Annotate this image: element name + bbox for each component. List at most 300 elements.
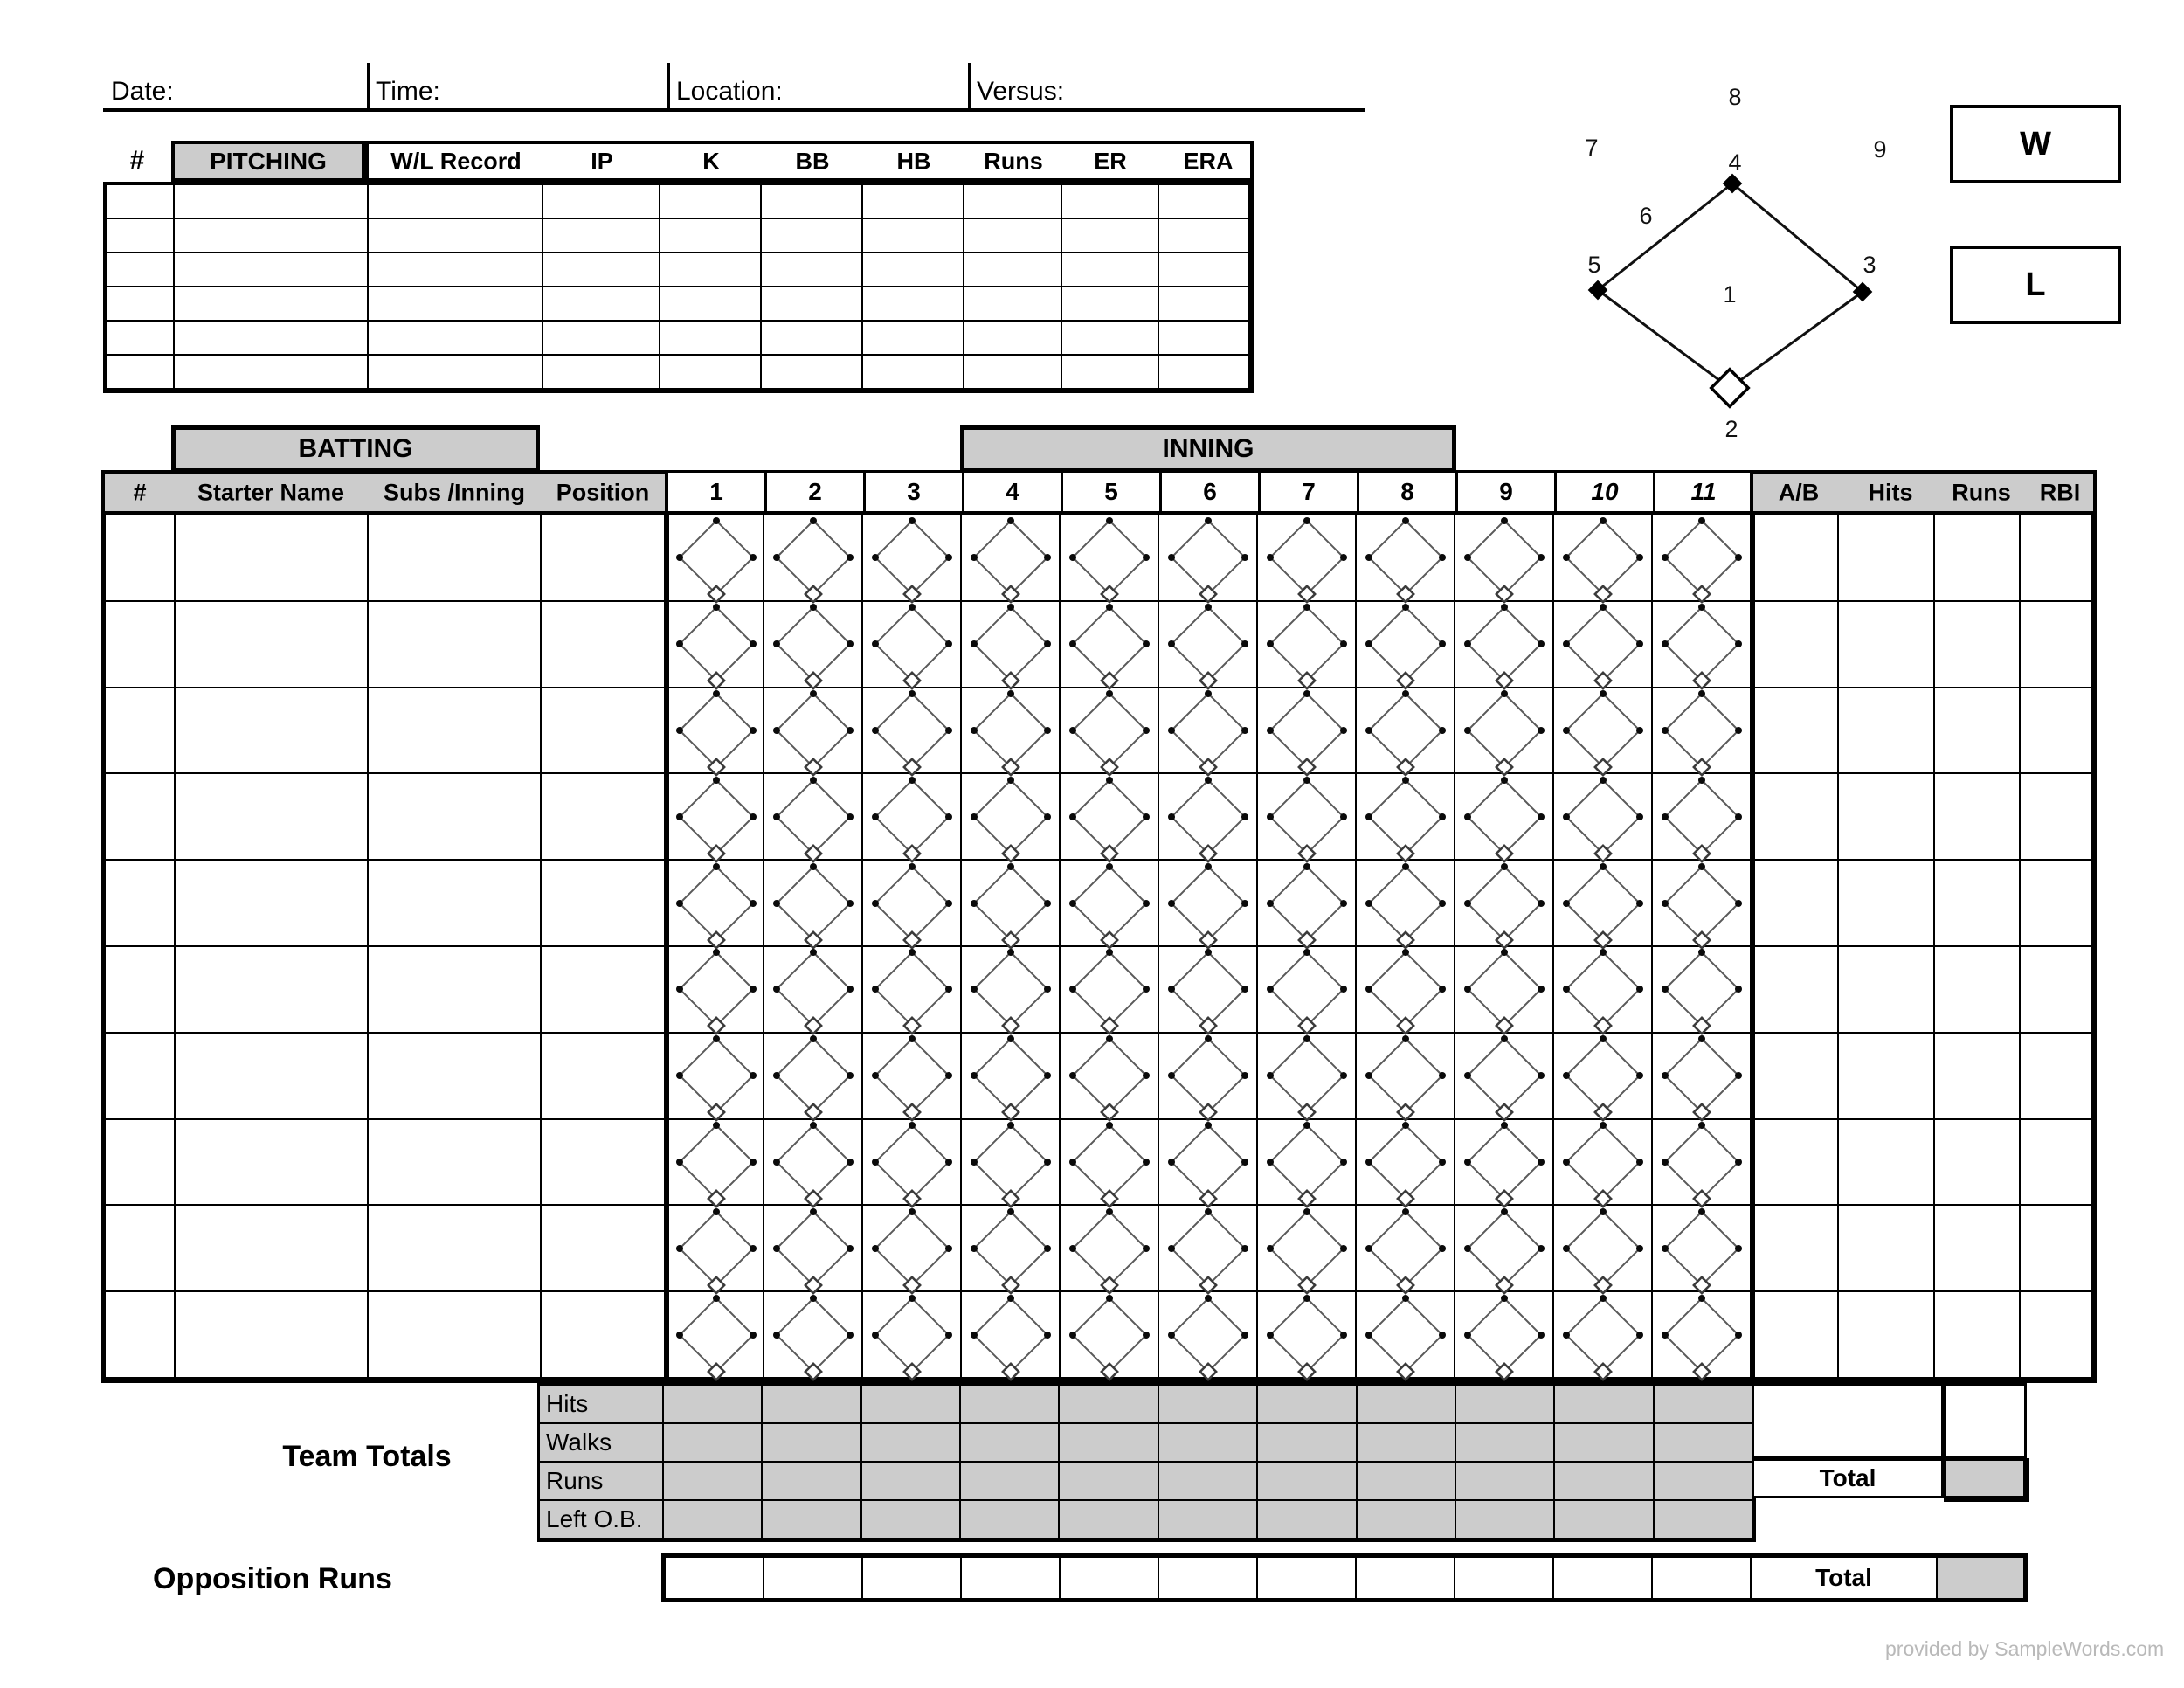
batting-cell-r5-hits[interactable] [1839, 861, 1935, 947]
batting-cell-r1-rbi[interactable] [2021, 515, 2092, 602]
scoring-cell-r1-inning-3[interactable] [863, 515, 962, 602]
scoring-cell-r4-inning-5[interactable] [1061, 774, 1159, 861]
pitching-cell-r1-runs[interactable] [964, 185, 1062, 219]
pitching-cell-r1-er[interactable] [1062, 185, 1159, 219]
batting-cell-r2-subs[interactable] [369, 602, 542, 688]
team-total-runs-inning-10[interactable] [1555, 1463, 1654, 1501]
scoring-cell-r2-inning-3[interactable] [863, 602, 962, 688]
pitching-cell-r6-k[interactable] [660, 356, 762, 390]
pitching-cell-r6-bb[interactable] [762, 356, 863, 390]
team-total-runs-inning-5[interactable] [1060, 1463, 1158, 1501]
batting-cell-r2-starter-name[interactable] [176, 602, 369, 688]
scoring-cell-r3-inning-4[interactable] [962, 688, 1061, 775]
scoring-cell-r8-inning-3[interactable] [863, 1120, 962, 1207]
pitching-cell-r1-k[interactable] [660, 185, 762, 219]
scoring-cell-r4-inning-9[interactable] [1455, 774, 1554, 861]
opposition-runs-inning-8[interactable] [1357, 1558, 1455, 1598]
batting-cell-r4-rbi[interactable] [2021, 774, 2092, 861]
opposition-runs-inning-6[interactable] [1159, 1558, 1258, 1598]
scoring-cell-r1-inning-1[interactable] [666, 515, 764, 602]
team-total-hits-inning-10[interactable] [1555, 1386, 1654, 1424]
pitching-cell-r2-wl-record[interactable] [369, 219, 543, 253]
batting-cell-r5-starter-name[interactable] [176, 861, 369, 947]
pitching-cell-r2-era[interactable] [1159, 219, 1250, 253]
scoring-cell-r2-inning-4[interactable] [962, 602, 1061, 688]
scoring-cell-r2-inning-6[interactable] [1159, 602, 1258, 688]
pitching-cell-r3-ip[interactable] [543, 253, 660, 287]
pitching-cell-r4-era[interactable] [1159, 287, 1250, 322]
pitching-cell-r1-era[interactable] [1159, 185, 1250, 219]
scoring-cell-r1-inning-8[interactable] [1357, 515, 1455, 602]
scoring-cell-r3-inning-2[interactable] [764, 688, 863, 775]
batting-cell-r10-runs[interactable] [1935, 1292, 2021, 1379]
opposition-runs-inning-1[interactable] [666, 1558, 764, 1598]
scoring-cell-r10-inning-5[interactable] [1061, 1292, 1159, 1379]
pitching-cell-r1-ip[interactable] [543, 185, 660, 219]
pitching-cell-r2-pitcher-name[interactable] [175, 219, 369, 253]
scoring-cell-r4-inning-8[interactable] [1357, 774, 1455, 861]
team-total-walks-inning-10[interactable] [1555, 1424, 1654, 1463]
scoring-cell-r8-inning-10[interactable] [1554, 1120, 1653, 1207]
batting-cell-r1-runs[interactable] [1935, 515, 2021, 602]
batting-cell-r5-ab[interactable] [1752, 861, 1839, 947]
team-total-value[interactable] [1944, 1458, 2029, 1502]
scoring-cell-r6-inning-7[interactable] [1258, 947, 1357, 1034]
batting-cell-r6-runs[interactable] [1935, 947, 2021, 1034]
batting-cell-r7-subs[interactable] [369, 1034, 542, 1120]
scoring-cell-r3-inning-7[interactable] [1258, 688, 1357, 775]
batting-cell-r8-runs[interactable] [1935, 1120, 2021, 1207]
batting-cell-r10-position[interactable] [542, 1292, 666, 1379]
scoring-cell-r2-inning-8[interactable] [1357, 602, 1455, 688]
scoring-cell-r2-inning-7[interactable] [1258, 602, 1357, 688]
batting-cell-r9-number[interactable] [106, 1206, 176, 1292]
batting-cell-r9-ab[interactable] [1752, 1206, 1839, 1292]
team-total-runs-inning-3[interactable] [862, 1463, 961, 1501]
batting-cell-r10-starter-name[interactable] [176, 1292, 369, 1379]
pitching-cell-r5-k[interactable] [660, 322, 762, 356]
batting-cell-r8-ab[interactable] [1752, 1120, 1839, 1207]
scoring-cell-r7-inning-11[interactable] [1653, 1034, 1752, 1120]
pitching-cell-r3-er[interactable] [1062, 253, 1159, 287]
batting-cell-r9-hits[interactable] [1839, 1206, 1935, 1292]
scoring-cell-r9-inning-9[interactable] [1455, 1206, 1554, 1292]
scoring-cell-r8-inning-4[interactable] [962, 1120, 1061, 1207]
batting-cell-r6-subs[interactable] [369, 947, 542, 1034]
scoring-cell-r8-inning-1[interactable] [666, 1120, 764, 1207]
batting-cell-r2-ab[interactable] [1752, 602, 1839, 688]
batting-cell-r7-ab[interactable] [1752, 1034, 1839, 1120]
pitching-cell-r6-pitcher-name[interactable] [175, 356, 369, 390]
opposition-runs-inning-2[interactable] [764, 1558, 863, 1598]
batting-cell-r6-position[interactable] [542, 947, 666, 1034]
team-total-walks-inning-8[interactable] [1358, 1424, 1456, 1463]
scoring-cell-r1-inning-10[interactable] [1554, 515, 1653, 602]
batting-cell-r7-hits[interactable] [1839, 1034, 1935, 1120]
pitching-cell-r6-number[interactable] [107, 356, 175, 390]
scoring-cell-r10-inning-7[interactable] [1258, 1292, 1357, 1379]
scoring-cell-r7-inning-7[interactable] [1258, 1034, 1357, 1120]
scoring-cell-r7-inning-10[interactable] [1554, 1034, 1653, 1120]
pitching-cell-r5-bb[interactable] [762, 322, 863, 356]
batting-cell-r4-starter-name[interactable] [176, 774, 369, 861]
team-total-hits-inning-8[interactable] [1358, 1386, 1456, 1424]
batting-cell-r3-ab[interactable] [1752, 688, 1839, 775]
scoring-cell-r4-inning-2[interactable] [764, 774, 863, 861]
team-total-runs-inning-6[interactable] [1159, 1463, 1258, 1501]
batting-cell-r10-ab[interactable] [1752, 1292, 1839, 1379]
scoring-cell-r6-inning-8[interactable] [1357, 947, 1455, 1034]
batting-cell-r7-position[interactable] [542, 1034, 666, 1120]
batting-cell-r3-starter-name[interactable] [176, 688, 369, 775]
pitching-cell-r1-wl-record[interactable] [369, 185, 543, 219]
batting-cell-r7-number[interactable] [106, 1034, 176, 1120]
batting-cell-r8-position[interactable] [542, 1120, 666, 1207]
pitching-cell-r4-runs[interactable] [964, 287, 1062, 322]
opposition-runs-inning-7[interactable] [1258, 1558, 1357, 1598]
batting-cell-r9-subs[interactable] [369, 1206, 542, 1292]
team-total-runs-inning-1[interactable] [664, 1463, 763, 1501]
pitching-cell-r1-pitcher-name[interactable] [175, 185, 369, 219]
scoring-cell-r5-inning-2[interactable] [764, 861, 863, 947]
team-total-walks-inning-2[interactable] [763, 1424, 861, 1463]
scoring-cell-r8-inning-2[interactable] [764, 1120, 863, 1207]
scoring-cell-r6-inning-9[interactable] [1455, 947, 1554, 1034]
scoring-cell-r4-inning-4[interactable] [962, 774, 1061, 861]
team-total-left-o-b-inning-5[interactable] [1060, 1501, 1158, 1539]
scoring-cell-r6-inning-1[interactable] [666, 947, 764, 1034]
pitching-cell-r4-k[interactable] [660, 287, 762, 322]
team-total-left-o-b-inning-6[interactable] [1159, 1501, 1258, 1539]
pitching-cell-r3-k[interactable] [660, 253, 762, 287]
pitching-cell-r3-bb[interactable] [762, 253, 863, 287]
scoring-cell-r6-inning-11[interactable] [1653, 947, 1752, 1034]
scoring-cell-r3-inning-1[interactable] [666, 688, 764, 775]
scoring-cell-r7-inning-1[interactable] [666, 1034, 764, 1120]
scoring-cell-r10-inning-6[interactable] [1159, 1292, 1258, 1379]
scoring-cell-r6-inning-4[interactable] [962, 947, 1061, 1034]
team-total-walks-inning-3[interactable] [862, 1424, 961, 1463]
pitching-cell-r6-hb[interactable] [863, 356, 964, 390]
win-box[interactable]: W [1950, 105, 2121, 183]
scoring-cell-r5-inning-10[interactable] [1554, 861, 1653, 947]
scoring-cell-r10-inning-4[interactable] [962, 1292, 1061, 1379]
pitching-cell-r6-er[interactable] [1062, 356, 1159, 390]
pitching-cell-r2-hb[interactable] [863, 219, 964, 253]
scoring-cell-r3-inning-10[interactable] [1554, 688, 1653, 775]
batting-cell-r3-rbi[interactable] [2021, 688, 2092, 775]
team-total-hits-inning-4[interactable] [961, 1386, 1060, 1424]
team-total-hits-inning-6[interactable] [1159, 1386, 1258, 1424]
scoring-cell-r2-inning-11[interactable] [1653, 602, 1752, 688]
pitching-cell-r4-number[interactable] [107, 287, 175, 322]
opposition-runs-inning-9[interactable] [1455, 1558, 1554, 1598]
batting-cell-r5-number[interactable] [106, 861, 176, 947]
pitching-cell-r4-pitcher-name[interactable] [175, 287, 369, 322]
scoring-cell-r4-inning-7[interactable] [1258, 774, 1357, 861]
scoring-cell-r5-inning-9[interactable] [1455, 861, 1554, 947]
team-total-left-o-b-inning-11[interactable] [1655, 1501, 1753, 1539]
scoring-cell-r5-inning-1[interactable] [666, 861, 764, 947]
scoring-cell-r3-inning-5[interactable] [1061, 688, 1159, 775]
pitching-cell-r3-era[interactable] [1159, 253, 1250, 287]
scoring-cell-r1-inning-5[interactable] [1061, 515, 1159, 602]
scoring-cell-r9-inning-4[interactable] [962, 1206, 1061, 1292]
scoring-cell-r5-inning-6[interactable] [1159, 861, 1258, 947]
scoring-cell-r10-inning-10[interactable] [1554, 1292, 1653, 1379]
batting-cell-r8-subs[interactable] [369, 1120, 542, 1207]
pitching-cell-r1-bb[interactable] [762, 185, 863, 219]
batting-cell-r6-hits[interactable] [1839, 947, 1935, 1034]
pitching-cell-r5-era[interactable] [1159, 322, 1250, 356]
batting-cell-r4-runs[interactable] [1935, 774, 2021, 861]
scoring-cell-r6-inning-5[interactable] [1061, 947, 1159, 1034]
scoring-cell-r2-inning-5[interactable] [1061, 602, 1159, 688]
scoring-cell-r1-inning-7[interactable] [1258, 515, 1357, 602]
pitching-cell-r6-ip[interactable] [543, 356, 660, 390]
scoring-cell-r9-inning-2[interactable] [764, 1206, 863, 1292]
batting-cell-r9-starter-name[interactable] [176, 1206, 369, 1292]
batting-cell-r8-hits[interactable] [1839, 1120, 1935, 1207]
team-total-runs-inning-8[interactable] [1358, 1463, 1456, 1501]
batting-cell-r1-starter-name[interactable] [176, 515, 369, 602]
pitching-cell-r5-number[interactable] [107, 322, 175, 356]
scoring-cell-r5-inning-4[interactable] [962, 861, 1061, 947]
batting-cell-r6-ab[interactable] [1752, 947, 1839, 1034]
batting-cell-r6-rbi[interactable] [2021, 947, 2092, 1034]
scoring-cell-r2-inning-2[interactable] [764, 602, 863, 688]
batting-cell-r10-rbi[interactable] [2021, 1292, 2092, 1379]
batting-cell-r3-runs[interactable] [1935, 688, 2021, 775]
pitching-cell-r6-runs[interactable] [964, 356, 1062, 390]
scoring-cell-r4-inning-1[interactable] [666, 774, 764, 861]
team-total-left-o-b-inning-8[interactable] [1358, 1501, 1456, 1539]
pitching-cell-r4-bb[interactable] [762, 287, 863, 322]
batting-cell-r5-position[interactable] [542, 861, 666, 947]
batting-cell-r9-runs[interactable] [1935, 1206, 2021, 1292]
pitching-cell-r5-runs[interactable] [964, 322, 1062, 356]
scoring-cell-r8-inning-9[interactable] [1455, 1120, 1554, 1207]
scoring-cell-r5-inning-8[interactable] [1357, 861, 1455, 947]
scoring-cell-r8-inning-7[interactable] [1258, 1120, 1357, 1207]
team-total-runs-inning-2[interactable] [763, 1463, 861, 1501]
batting-cell-r3-number[interactable] [106, 688, 176, 775]
batting-cell-r5-runs[interactable] [1935, 861, 2021, 947]
batting-cell-r4-subs[interactable] [369, 774, 542, 861]
scoring-cell-r6-inning-10[interactable] [1554, 947, 1653, 1034]
batting-cell-r10-hits[interactable] [1839, 1292, 1935, 1379]
scoring-cell-r9-inning-7[interactable] [1258, 1206, 1357, 1292]
pitching-cell-r4-ip[interactable] [543, 287, 660, 322]
batting-cell-r9-rbi[interactable] [2021, 1206, 2092, 1292]
batting-cell-r8-starter-name[interactable] [176, 1120, 369, 1207]
scoring-cell-r10-inning-11[interactable] [1653, 1292, 1752, 1379]
team-total-left-o-b-inning-7[interactable] [1258, 1501, 1357, 1539]
batting-cell-r1-number[interactable] [106, 515, 176, 602]
team-total-hits-inning-7[interactable] [1258, 1386, 1357, 1424]
batting-cell-r4-ab[interactable] [1752, 774, 1839, 861]
scoring-cell-r9-inning-3[interactable] [863, 1206, 962, 1292]
batting-cell-r1-position[interactable] [542, 515, 666, 602]
batting-cell-r4-number[interactable] [106, 774, 176, 861]
opposition-runs-inning-4[interactable] [962, 1558, 1061, 1598]
pitching-cell-r4-er[interactable] [1062, 287, 1159, 322]
scoring-cell-r2-inning-1[interactable] [666, 602, 764, 688]
scoring-cell-r7-inning-4[interactable] [962, 1034, 1061, 1120]
batting-cell-r5-subs[interactable] [369, 861, 542, 947]
scoring-cell-r5-inning-3[interactable] [863, 861, 962, 947]
scoring-cell-r7-inning-6[interactable] [1159, 1034, 1258, 1120]
team-total-hits-inning-11[interactable] [1655, 1386, 1753, 1424]
batting-cell-r9-position[interactable] [542, 1206, 666, 1292]
team-total-runs-inning-4[interactable] [961, 1463, 1060, 1501]
scoring-cell-r8-inning-11[interactable] [1653, 1120, 1752, 1207]
scoring-cell-r1-inning-4[interactable] [962, 515, 1061, 602]
scoring-cell-r5-inning-11[interactable] [1653, 861, 1752, 947]
scoring-cell-r5-inning-7[interactable] [1258, 861, 1357, 947]
pitching-cell-r2-number[interactable] [107, 219, 175, 253]
scoring-cell-r2-inning-9[interactable] [1455, 602, 1554, 688]
team-total-walks-inning-6[interactable] [1159, 1424, 1258, 1463]
scoring-cell-r9-inning-11[interactable] [1653, 1206, 1752, 1292]
scoring-cell-r10-inning-8[interactable] [1357, 1292, 1455, 1379]
scoring-cell-r8-inning-5[interactable] [1061, 1120, 1159, 1207]
scoring-cell-r6-inning-2[interactable] [764, 947, 863, 1034]
batting-cell-r7-runs[interactable] [1935, 1034, 2021, 1120]
team-total-left-o-b-inning-1[interactable] [664, 1501, 763, 1539]
opposition-runs-inning-10[interactable] [1554, 1558, 1653, 1598]
scoring-cell-r9-inning-6[interactable] [1159, 1206, 1258, 1292]
scoring-cell-r9-inning-8[interactable] [1357, 1206, 1455, 1292]
pitching-cell-r4-wl-record[interactable] [369, 287, 543, 322]
scoring-cell-r7-inning-3[interactable] [863, 1034, 962, 1120]
batting-cell-r2-number[interactable] [106, 602, 176, 688]
team-total-runs-inning-7[interactable] [1258, 1463, 1357, 1501]
batting-cell-r7-rbi[interactable] [2021, 1034, 2092, 1120]
pitching-cell-r4-hb[interactable] [863, 287, 964, 322]
scoring-cell-r4-inning-11[interactable] [1653, 774, 1752, 861]
team-total-left-o-b-inning-4[interactable] [961, 1501, 1060, 1539]
scoring-cell-r7-inning-9[interactable] [1455, 1034, 1554, 1120]
batting-cell-r10-subs[interactable] [369, 1292, 542, 1379]
opposition-runs-inning-11[interactable] [1653, 1558, 1752, 1598]
team-total-walks-inning-4[interactable] [961, 1424, 1060, 1463]
pitching-cell-r2-er[interactable] [1062, 219, 1159, 253]
pitching-cell-r5-pitcher-name[interactable] [175, 322, 369, 356]
scoring-cell-r1-inning-11[interactable] [1653, 515, 1752, 602]
pitching-cell-r3-runs[interactable] [964, 253, 1062, 287]
scoring-cell-r10-inning-2[interactable] [764, 1292, 863, 1379]
batting-cell-r1-ab[interactable] [1752, 515, 1839, 602]
pitching-cell-r5-hb[interactable] [863, 322, 964, 356]
team-total-hits-inning-2[interactable] [763, 1386, 861, 1424]
batting-cell-r2-runs[interactable] [1935, 602, 2021, 688]
team-total-walks-inning-7[interactable] [1258, 1424, 1357, 1463]
pitching-cell-r2-runs[interactable] [964, 219, 1062, 253]
team-total-hits-inning-1[interactable] [664, 1386, 763, 1424]
pitching-cell-r2-k[interactable] [660, 219, 762, 253]
scoring-cell-r6-inning-3[interactable] [863, 947, 962, 1034]
scoring-cell-r10-inning-9[interactable] [1455, 1292, 1554, 1379]
batting-cell-r3-position[interactable] [542, 688, 666, 775]
scoring-cell-r9-inning-10[interactable] [1554, 1206, 1653, 1292]
scoring-cell-r1-inning-9[interactable] [1455, 515, 1554, 602]
batting-cell-r2-rbi[interactable] [2021, 602, 2092, 688]
scoring-cell-r10-inning-1[interactable] [666, 1292, 764, 1379]
scoring-cell-r7-inning-2[interactable] [764, 1034, 863, 1120]
scoring-cell-r9-inning-5[interactable] [1061, 1206, 1159, 1292]
batting-cell-r8-rbi[interactable] [2021, 1120, 2092, 1207]
scoring-cell-r3-inning-8[interactable] [1357, 688, 1455, 775]
scoring-cell-r7-inning-8[interactable] [1357, 1034, 1455, 1120]
scoring-cell-r3-inning-11[interactable] [1653, 688, 1752, 775]
team-total-walks-inning-1[interactable] [664, 1424, 763, 1463]
batting-cell-r2-hits[interactable] [1839, 602, 1935, 688]
batting-cell-r4-hits[interactable] [1839, 774, 1935, 861]
batting-cell-r2-position[interactable] [542, 602, 666, 688]
pitching-cell-r3-pitcher-name[interactable] [175, 253, 369, 287]
team-total-left-o-b-inning-10[interactable] [1555, 1501, 1654, 1539]
scoring-cell-r4-inning-10[interactable] [1554, 774, 1653, 861]
scoring-cell-r9-inning-1[interactable] [666, 1206, 764, 1292]
batting-cell-r5-rbi[interactable] [2021, 861, 2092, 947]
pitching-cell-r2-bb[interactable] [762, 219, 863, 253]
batting-cell-r1-hits[interactable] [1839, 515, 1935, 602]
pitching-cell-r2-ip[interactable] [543, 219, 660, 253]
scoring-cell-r7-inning-5[interactable] [1061, 1034, 1159, 1120]
batting-cell-r10-number[interactable] [106, 1292, 176, 1379]
batting-cell-r8-number[interactable] [106, 1120, 176, 1207]
team-total-hits-inning-9[interactable] [1456, 1386, 1555, 1424]
scoring-cell-r3-inning-9[interactable] [1455, 688, 1554, 775]
team-total-left-o-b-inning-3[interactable] [862, 1501, 961, 1539]
team-total-walks-inning-9[interactable] [1456, 1424, 1555, 1463]
scoring-cell-r2-inning-10[interactable] [1554, 602, 1653, 688]
scoring-cell-r1-inning-6[interactable] [1159, 515, 1258, 602]
batting-cell-r3-subs[interactable] [369, 688, 542, 775]
scoring-cell-r6-inning-6[interactable] [1159, 947, 1258, 1034]
team-total-hits-inning-3[interactable] [862, 1386, 961, 1424]
opposition-runs-inning-3[interactable] [863, 1558, 962, 1598]
team-total-walks-inning-11[interactable] [1655, 1424, 1753, 1463]
scoring-cell-r5-inning-5[interactable] [1061, 861, 1159, 947]
scoring-cell-r4-inning-6[interactable] [1159, 774, 1258, 861]
team-total-walks-inning-5[interactable] [1060, 1424, 1158, 1463]
team-total-runs-inning-9[interactable] [1456, 1463, 1555, 1501]
team-total-left-o-b-inning-9[interactable] [1456, 1501, 1555, 1539]
scoring-cell-r4-inning-3[interactable] [863, 774, 962, 861]
loss-box[interactable]: L [1950, 246, 2121, 324]
pitching-cell-r1-number[interactable] [107, 185, 175, 219]
pitching-cell-r1-hb[interactable] [863, 185, 964, 219]
batting-cell-r1-subs[interactable] [369, 515, 542, 602]
scoring-cell-r10-inning-3[interactable] [863, 1292, 962, 1379]
scoring-cell-r3-inning-6[interactable] [1159, 688, 1258, 775]
batting-cell-r3-hits[interactable] [1839, 688, 1935, 775]
pitching-cell-r6-wl-record[interactable] [369, 356, 543, 390]
scoring-cell-r1-inning-2[interactable] [764, 515, 863, 602]
batting-cell-r4-position[interactable] [542, 774, 666, 861]
team-total-left-o-b-inning-2[interactable] [763, 1501, 861, 1539]
pitching-cell-r3-hb[interactable] [863, 253, 964, 287]
pitching-cell-r3-wl-record[interactable] [369, 253, 543, 287]
batting-cell-r7-starter-name[interactable] [176, 1034, 369, 1120]
pitching-cell-r6-era[interactable] [1159, 356, 1250, 390]
scoring-cell-r8-inning-6[interactable] [1159, 1120, 1258, 1207]
opposition-runs-inning-5[interactable] [1061, 1558, 1159, 1598]
batting-cell-r6-starter-name[interactable] [176, 947, 369, 1034]
pitching-cell-r5-ip[interactable] [543, 322, 660, 356]
